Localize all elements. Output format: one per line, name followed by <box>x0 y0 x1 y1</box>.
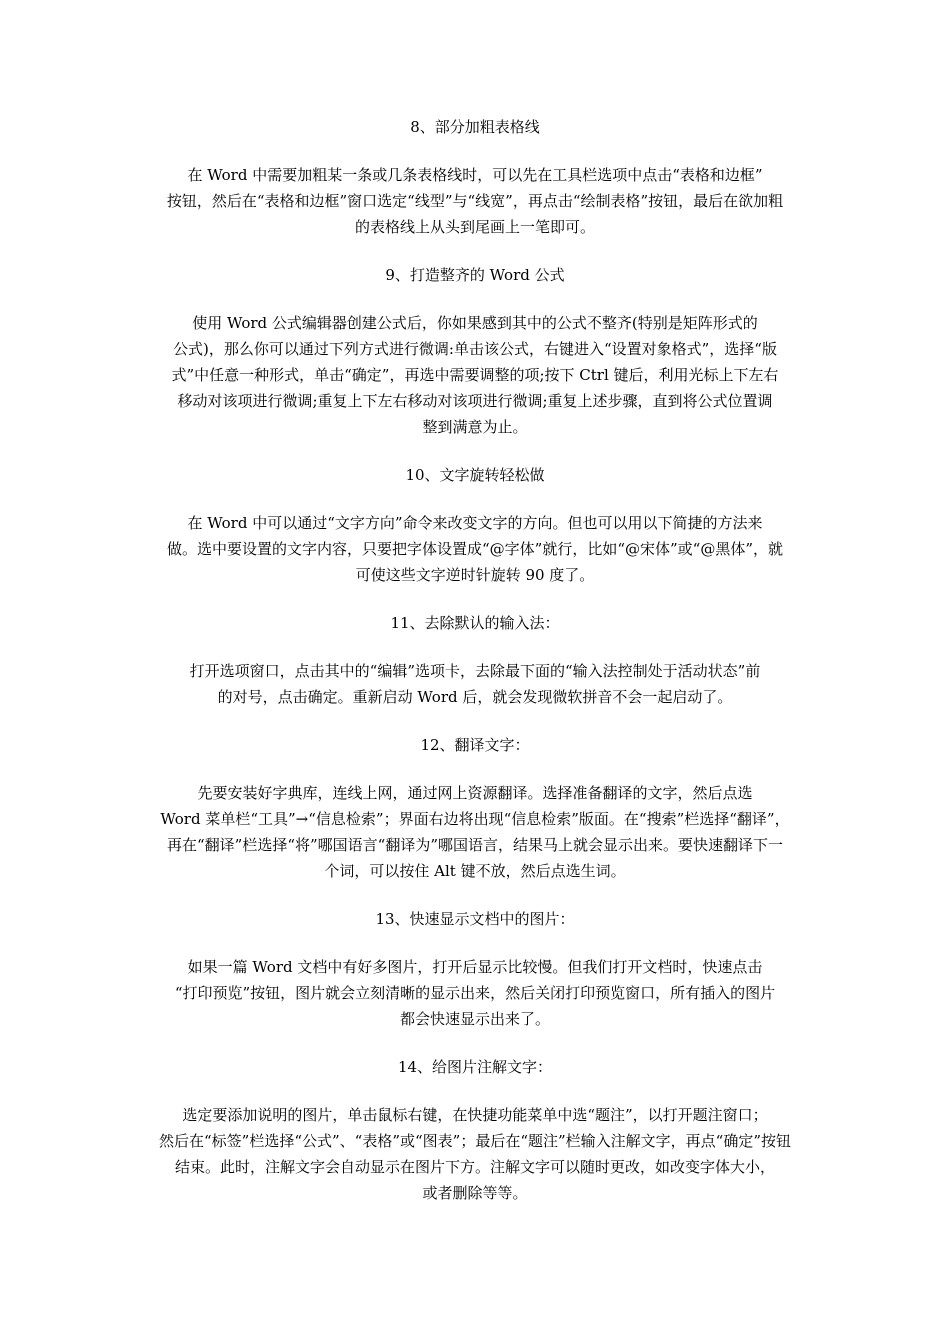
section-14 <box>140 1054 810 1206</box>
paragraph-line: 的对号，点击确定。重新启动 Word 后，就会发现微软拼音不会一起启动了。 <box>217 688 733 706</box>
paragraph-line: 选定要添加说明的图片，单击鼠标右键，在快捷功能菜单中选“题注”，以打开题注窗口； <box>182 1106 768 1124</box>
paragraph-line: 再在“翻译”栏选择“将”哪国语言“翻译为”哪国语言，结果马上就会显示出来。要快速翻译下一 <box>166 836 783 854</box>
paragraph-line: 移动对该项进行微调;重复上下左右移动对该项进行微调;重复上述步骤，直到将公式位置调 <box>177 392 773 410</box>
paragraph-line: 做。选中要设置的文字内容，只要把字体设置成“@字体”就行，比如“@宋体”或“@黑体”，就 <box>166 540 783 558</box>
section-heading: 14、给图片注解文字： <box>397 1058 553 1076</box>
paragraph-line: 公式)，那么你可以通过下列方式进行微调:单击该公式，右键进入“设置对象格式”，选择“版 <box>173 340 777 358</box>
paragraph-line: Word 菜单栏“工具”→“信息检索”；界面右边将出现“信息检索”版面。在“搜索”栏选择“翻译”， <box>160 810 790 828</box>
section-paragraph <box>140 780 810 884</box>
paragraph-line: 可使这些文字逆时针旋转 90 度了。 <box>355 566 595 584</box>
paragraph-line: 整到满意为止。 <box>422 418 528 436</box>
paragraph-line: 在 Word 中可以通过“文字方向”命令来改变文字的方向。但也可以用以下简捷的方法来 <box>187 514 763 532</box>
paragraph-line: 的表格线上从头到尾画上一笔即可。 <box>354 218 595 236</box>
paragraph-line: 如果一篇 Word 文档中有好多图片，打开后显示比较慢。但我们打开文档时，快速点击 <box>187 958 763 976</box>
document-body <box>140 114 810 1228</box>
section-heading: 11、去除默认的输入法： <box>390 614 560 632</box>
paragraph-line: “打印预览”按钮，图片就会立刻清晰的显示出来，然后关闭打印预览窗口，所有插入的图片 <box>174 984 776 1002</box>
paragraph-line: 都会快速显示出来了。 <box>399 1010 550 1028</box>
paragraph-line: 使用 Word 公式编辑器创建公式后，你如果感到其中的公式不整齐(特别是矩阵形式的 <box>192 314 758 332</box>
section-9 <box>140 262 810 440</box>
section-paragraph <box>140 658 810 710</box>
paragraph-line: 打开选项窗口，点击其中的“编辑”选项卡，去除最下面的“输入法控制处于活动状态”前 <box>189 662 761 680</box>
section-heading: 9、打造整齐的 Word 公式 <box>385 266 565 284</box>
paragraph-line: 在 Word 中需要加粗某一条或几条表格线时，可以先在工具栏选项中点击“表格和边框” <box>187 166 763 184</box>
section-paragraph <box>140 954 810 1032</box>
paragraph-line: 结束。此时，注解文字会自动显示在图片下方。注解文字可以随时更改，如改变字体大小， <box>174 1158 775 1176</box>
paragraph-line: 或者删除等等。 <box>422 1184 528 1202</box>
section-heading: 10、文字旋转轻松做 <box>405 466 545 484</box>
section-heading: 8、部分加粗表格线 <box>410 118 540 136</box>
paragraph-line: 式”中任意一种形式，单击“确定”，再选中需要调整的项;按下 Ctrl 键后，利用光标上下左右 <box>171 366 779 384</box>
section-heading: 12、翻译文字： <box>420 736 530 754</box>
section-paragraph <box>140 310 810 440</box>
section-11 <box>140 610 810 710</box>
paragraph-line: 个词，可以按住 Alt 键不放，然后点选生词。 <box>324 862 626 880</box>
section-paragraph <box>140 162 810 240</box>
section-12 <box>140 732 810 884</box>
section-heading: 13、快速显示文档中的图片： <box>375 910 575 928</box>
section-paragraph <box>140 510 810 588</box>
paragraph-line: 按钮，然后在“表格和边框”窗口选定“线型”与“线宽”，再点击“绘制表格”按钮，最后在欲加粗 <box>166 192 784 210</box>
section-8 <box>140 114 810 240</box>
section-paragraph <box>140 1102 810 1206</box>
section-10 <box>140 462 810 588</box>
paragraph-line: 然后在“标签”栏选择“公式”、“表格”或“图表”；最后在“题注”栏输入注解文字，再点“确定”按钮 <box>158 1132 792 1150</box>
paragraph-line: 先要安装好字典库，连线上网，通过网上资源翻译。选择准备翻译的文字，然后点选 <box>197 784 753 802</box>
section-13 <box>140 906 810 1032</box>
